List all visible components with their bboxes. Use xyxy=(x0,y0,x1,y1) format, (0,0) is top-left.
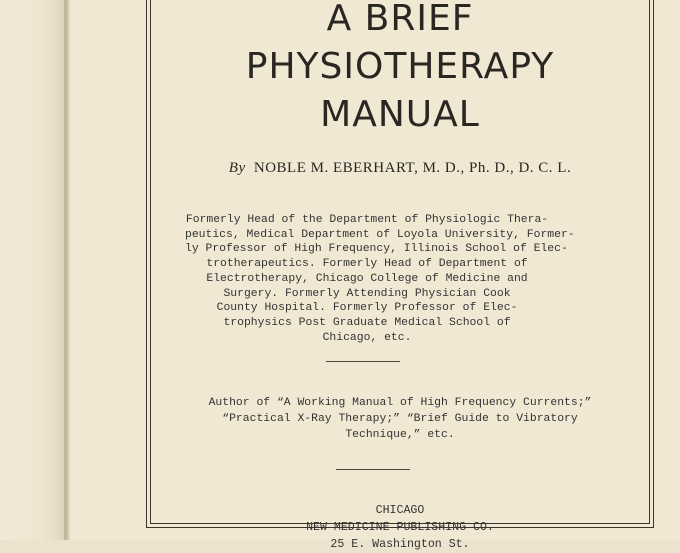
credentials-line: Formerly Head of the Department of Physiologic Thera- xyxy=(185,214,549,226)
credentials-line: ly Professor of High Frequency, Illinois School of Elec- xyxy=(185,243,568,256)
credentials-line: County Hospital. Formerly Professor of Elec- xyxy=(216,302,518,315)
credentials-line: Surgery. Formerly Attending Physician Cook xyxy=(223,287,511,300)
other-works-line: Author of “A Working Manual of High Frequency Currents;” xyxy=(208,397,592,409)
divider-rule xyxy=(326,361,400,362)
title-page-content xyxy=(150,0,650,551)
divider-rule xyxy=(336,469,410,470)
book-title-line-1: A BRIEF xyxy=(326,0,474,39)
byline xyxy=(150,160,650,177)
credentials-line: Chicago, etc. xyxy=(322,331,412,344)
byline-prefix: By xyxy=(228,160,246,176)
publisher-imprint xyxy=(150,502,650,553)
credentials-line: peutics, Medical Department of Loyola University, Former- xyxy=(185,228,575,241)
imprint-address: 25 E. Washington St. xyxy=(330,538,470,551)
imprint-publisher: NEW MEDICINE PUBLISHING CO. xyxy=(306,521,494,534)
author-name: NOBLE M. EBERHART, M. D., Ph. D., D. C. L. xyxy=(253,160,572,176)
imprint-city: CHICAGO xyxy=(375,504,425,517)
book-title-line-2: PHYSIOTHERAPY xyxy=(245,46,555,87)
other-works-line: “Practical X-Ray Therapy;” “Brief Guide to Vibratory xyxy=(222,413,578,425)
credentials-line: trotherapeutics. Formerly Head of Department of xyxy=(206,258,528,271)
credentials-line: trophysics Post Graduate Medical School of xyxy=(223,316,511,329)
author-credentials xyxy=(185,213,575,345)
facing-page xyxy=(0,0,68,540)
book-title-line-3: MANUAL xyxy=(320,94,480,135)
other-works-line: Technique,” etc. xyxy=(345,429,455,441)
other-works xyxy=(150,395,650,443)
credentials-line: Electrotherapy, Chicago College of Medicine and xyxy=(206,272,528,285)
